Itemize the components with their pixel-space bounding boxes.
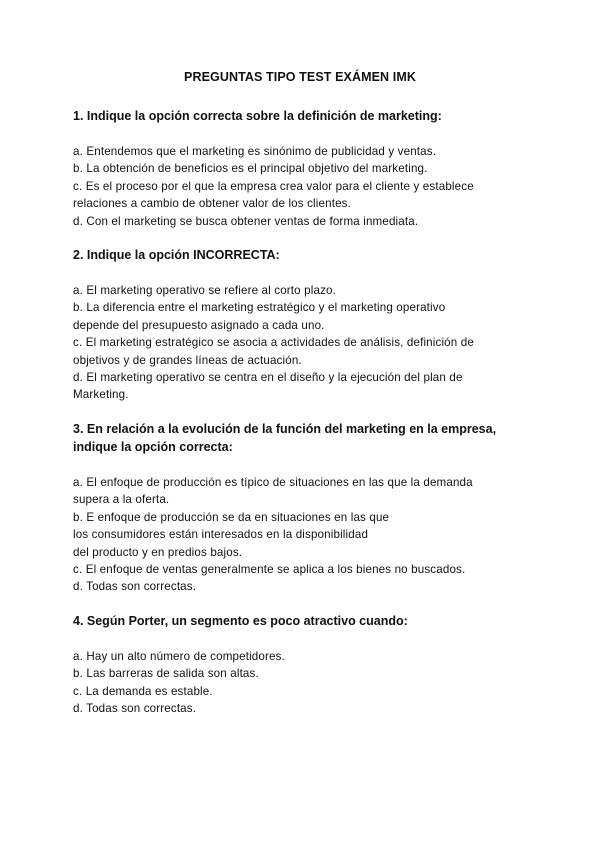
option-line: c. Es el proceso por el que la empresa crea valor para el cliente y establece	[73, 179, 474, 193]
answer-options	[73, 474, 543, 596]
question-heading-line: indique la opción correcta:	[73, 439, 233, 454]
option-line: a. El enfoque de producción es típico de situaciones en las que la demanda	[73, 475, 473, 489]
answer-options	[73, 648, 543, 718]
question-2	[73, 246, 543, 404]
option-line: c. El enfoque de ventas generalmente se aplica a los bienes no buscados.	[73, 562, 466, 576]
option-line: Marketing.	[73, 388, 129, 402]
option-line: depende del presupuesto asignado a cada uno.	[73, 318, 325, 332]
questions-list	[73, 107, 543, 733]
option-line: b. Las barreras de salida son altas.	[73, 667, 259, 681]
question-heading-line: 4. Según Porter, un segmento es poco atractivo cuando:	[73, 613, 408, 628]
option-line: relaciones a cambio de obtener valor de los clientes.	[73, 197, 351, 211]
question-heading	[73, 107, 543, 125]
option-line: b. La diferencia entre el marketing estratégico y el marketing operativo	[73, 301, 446, 315]
question-4	[73, 612, 543, 718]
option-line: a. Entendemos que el marketing es sinónimo de publicidad y ventas.	[73, 145, 437, 158]
option-line: d. Todas son correctas.	[73, 701, 197, 715]
option-line: del producto y en predios bajos.	[73, 545, 243, 559]
answer-options	[73, 143, 543, 230]
option-line: d. Todas son correctas.	[73, 580, 197, 594]
question-1	[73, 107, 543, 230]
question-3	[73, 420, 543, 596]
option-line: b. E enfoque de producción se da en situaciones en las que	[73, 510, 390, 524]
answer-options	[73, 282, 543, 404]
document-title: PREGUNTAS TIPO TEST EXÁMEN IMK	[184, 70, 416, 84]
option-line: objetivos y de grandes líneas de actuación.	[73, 353, 302, 367]
question-heading	[73, 246, 543, 264]
option-line: c. El marketing estratégico se asocia a actividades de análisis, definición de	[73, 336, 474, 350]
option-line: a. Hay un alto número de competidores.	[73, 649, 285, 663]
question-heading-line: 2. Indique la opción INCORRECTA:	[73, 248, 280, 263]
question-heading	[73, 420, 543, 456]
option-line: b. La obtención de beneficios es el principal objetivo del marketing.	[73, 162, 428, 176]
option-line: a. El marketing operativo se refiere al corto plazo.	[73, 284, 336, 298]
option-line: c. La demanda es estable.	[73, 684, 213, 698]
option-line: d. El marketing operativo se centra en el diseño y la ejecución del plan de	[73, 371, 463, 385]
question-heading-line: 1. Indique la opción correcta sobre la definición de marketing:	[73, 109, 442, 123]
option-line: supera a la oferta.	[73, 493, 170, 507]
question-heading-line: 3. En relación a la evolución de la función del marketing en la empresa,	[73, 421, 497, 436]
option-line: los consumidores están interesados en la disponibilidad	[73, 528, 369, 542]
option-line: d. Con el marketing se busca obtener ventas de forma inmediata.	[73, 214, 419, 228]
question-heading	[73, 612, 543, 630]
